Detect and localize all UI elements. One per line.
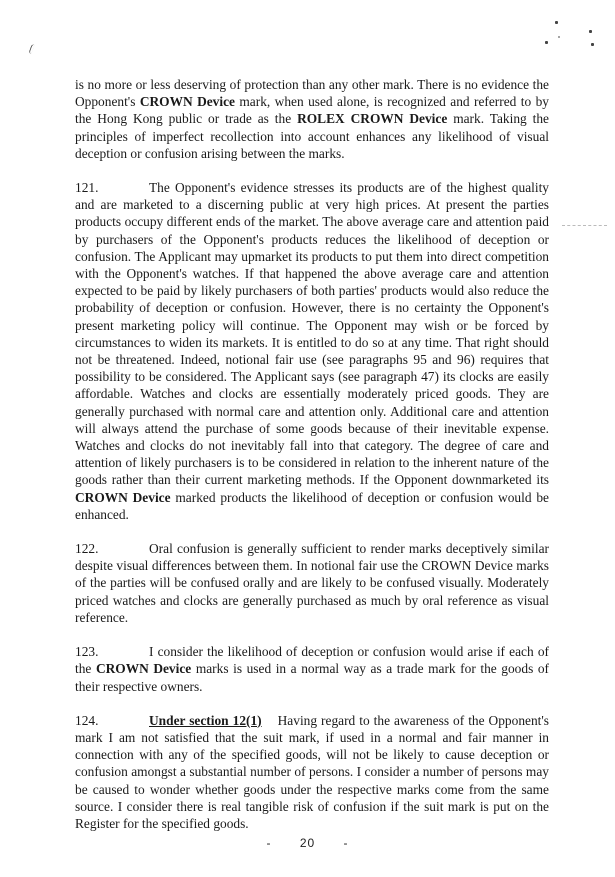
scan-speck	[555, 21, 558, 24]
bold-term: ROLEX CROWN Device	[297, 111, 448, 127]
scan-speck	[558, 36, 560, 38]
paragraph-122	[75, 540, 549, 626]
text-run: The Opponent's evidence stresses its products are of the highest quality and are marketed to a discerning public at very high prices. At present the parties products occupy different ends of the market. The above average care and attention paid by purchasers of the Opponent's products reduces the likelihood of deception or confusion. The Applicant may upmarket its products to put them into direct competition with the Opponent's watches. If that happened the above average care and attention expected to be paid by likely purchasers of both parties' products would also reduce the probability of deception or confusion. However, there is no certainty the Opponent's present marketing policy will continue. The Opponent may wish or be forced by circumstances to widen its markets. It is entitled to do so at any time. That right should not be threatened. Indeed, notional fair use (see paragraphs 95 and 96) requires that possibility to be considered. The Applicant says (see paragraph 47) its clocks are easily affordable. Watches and clocks are essentially moderately priced goods. They are generally purchased with normal care and attention only. Additional care and attention will always attend the purchase of some goods because of their inevitable expense. Watches and clocks do not inevitably fall into that category. The degree of care and attention of likely purchasers is to be considered in relation to the inherent nature of the goods rather than their current marketing methods. If the Opponent downmarketed its	[75, 180, 549, 488]
bold-term: CROWN Device	[75, 489, 171, 505]
paragraph-text	[75, 180, 549, 522]
text-run: Oral confusion is generally sufficient to render marks deceptively similar despite visual differences between them. In notional fair use the CROWN Device marks of the parties will be confused orally and are likely to be confused visually. Moderately priced watches and clocks are generally purchased as much by oral reference as visual reference.	[75, 541, 549, 625]
paragraph-124	[75, 712, 549, 832]
scan-speck	[545, 41, 548, 44]
paragraph-123	[75, 643, 549, 695]
scan-speck	[591, 43, 594, 46]
intro-paragraph	[75, 76, 549, 162]
text-run: Having regard to the awareness of the Opponent's mark I am not satisfied that the suit mark, if used in a normal and fair manner in connection with any of the specified goods, will not be likely to cause deception or confusion amongst a substantial number of persons. I consider a number of persons may be caused to wonder whether goods under the respective marks come from the same source. I consider there is real tangible risk of confusion if the suit mark is put on the Register for the specified goods.	[75, 712, 549, 831]
text-run: mark. Taking the principles of imperfect recollection into account enhances any likelihood of visual deception or confusion arising between the marks.	[75, 111, 549, 161]
paragraph-number: 121.	[75, 180, 99, 196]
page-number: 20	[299, 836, 316, 850]
text-run: is no more or less deserving of protection than any other mark. There is no evidence the Opponent's	[75, 77, 549, 110]
document-body	[75, 76, 549, 832]
bold-term: CROWN Device	[139, 94, 235, 110]
text-run: marked products the likelihood of deception or confusion would be enhanced.	[75, 489, 549, 522]
text-run: I consider the likelihood of deception or confusion would arise if each of the	[75, 644, 549, 677]
scan-artifact-dash	[562, 225, 607, 227]
text-run: mark, when used alone, is recognized and referred to by the Hong Kong public or trade as the	[75, 94, 549, 127]
paragraph-number: 123.	[75, 644, 99, 660]
paragraph-number: 122.	[75, 541, 99, 557]
footer-dash-right: -	[343, 836, 349, 850]
paragraph-number: 124.	[75, 712, 99, 728]
paragraph-121	[75, 179, 549, 523]
scan-speck	[589, 30, 592, 33]
section-heading: Under section 12(1)	[149, 712, 262, 728]
bold-term: CROWN Device	[95, 661, 192, 677]
text-run: marks is used in a normal way as a trade mark for the goods of their respective owners.	[75, 661, 549, 694]
paragraph-text	[75, 713, 549, 831]
page-footer	[0, 836, 615, 850]
footer-dash-left: -	[266, 836, 272, 850]
scan-artifact-mark	[28, 44, 34, 54]
